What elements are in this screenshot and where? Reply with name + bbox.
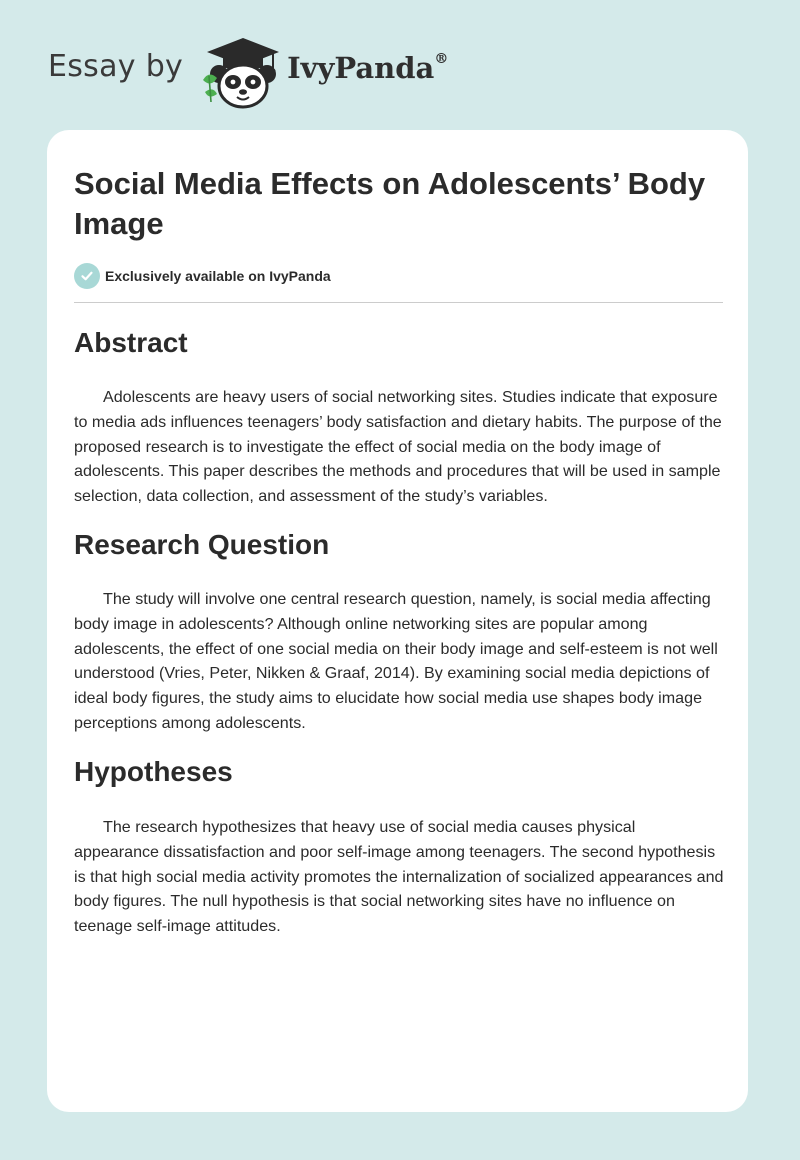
exclusive-label: Exclusively available on IvyPanda [105,268,331,284]
check-icon [74,263,100,289]
abstract-body: Adolescents are heavy users of social networking sites. Studies indicate that exposure to media ads influences teenagers’ body satisfaction and dietary habits. The purpose of the proposed research is to investigate the effect of social media on the body image of adolescents. This paper describes the methods and procedures that will be used in sample selection, data collection, and assessment of the study’s variables. [74,388,722,506]
research-question-body: The study will involve one central research question, namely, is social media affecting body image in adolescents? Although online networking sites are popular among adolescents, the effect of one social media on their body image and self-esteem is not well understood (Vries, Peter, Nikken & Graaf, 2014). By examining social media depictions of ideal body figures, the study aims to elucidate how social media use shapes body image perceptions among adolescents. [74,590,718,732]
panda-logo-icon[interactable] [197,30,283,110]
hypotheses-heading: Hypotheses [74,756,233,787]
essay-card [47,130,748,1112]
brand-name[interactable]: IvyPanda® [287,51,449,85]
trademark-symbol: ® [434,51,449,68]
essay-by-label: Essay by [48,48,184,84]
exclusive-badge [74,263,331,289]
divider [74,302,723,303]
site-header [48,30,448,110]
page-title: Social Media Effects on Adolescents’ Body Image [74,166,706,241]
hypotheses-body: The research hypothesizes that heavy use of social media causes physical appearance dissatisfaction and poor self-image among teenagers. The second hypothesis is that high social media activity promotes the internalization of socialized appearances and body figures. The null hypothesis is that social networking sites have no influence on teenage self-image attitudes. [74,818,724,936]
abstract-heading: Abstract [74,327,188,358]
research-question-heading: Research Question [74,529,330,560]
